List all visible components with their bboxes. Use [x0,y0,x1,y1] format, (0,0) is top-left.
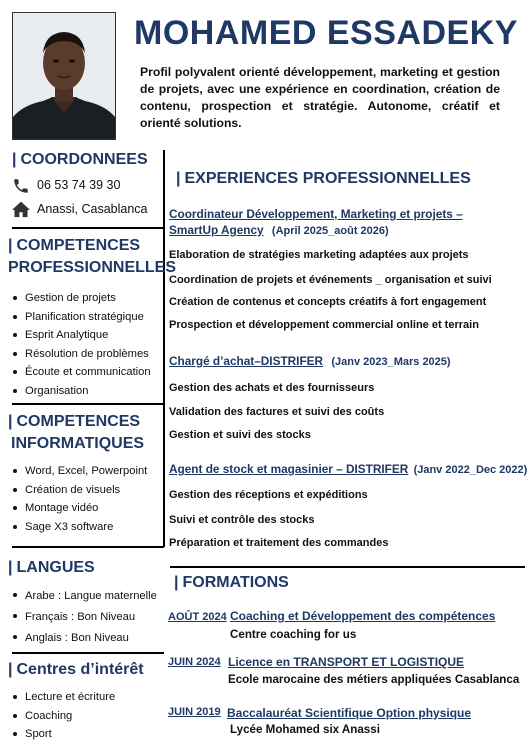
job-task: Suivi et contrôle des stocks [169,514,315,526]
list-item: Écoute et communication [12,363,151,382]
education-date: AOÛT 2024 [168,611,227,623]
list-item: Montage vidéo [12,499,147,518]
job-task: Prospection et développement commercial online et terrain [169,319,479,331]
person-portrait-icon [13,13,115,139]
section-title-education: | FORMATIONS [174,574,289,591]
list-item: Organisation [12,382,151,401]
education-title: Baccalauréat Scientifique Option physique [227,706,472,720]
job-title: Coordinateur Développement, Marketing et projets – SmartUp Agency (April 2025_août 2026) [169,207,463,237]
job-task: Gestion et suivi des stocks [169,429,311,441]
education-title: Coaching et Développement des compétences [230,609,496,623]
column-divider [163,150,165,547]
list-item: Planification stratégique [12,308,151,327]
divider [12,403,164,405]
job-task: Validation des factures et suivi des coûts [169,406,385,418]
list-item: Création de visuels [12,481,147,500]
job-title: Agent de stock et magasinier – DISTRIFER (Janv 2022_Dec 2022) [169,462,528,476]
job-task: Préparation et traitement des commandes [169,537,389,549]
section-title-it-skills: | COMPETENCES INFORMATIQUES [8,413,145,452]
list-item: Lecture et écriture [12,688,115,707]
job-task: Gestion des réceptions et expéditions [169,489,368,501]
skills-list [12,289,151,400]
list-item: Esprit Analytique [12,326,151,345]
list-item: Word, Excel, Powerpoint [12,462,147,481]
list-item: Gestion de projets [12,289,151,308]
list-item: Français : Bon Niveau [12,607,157,628]
divider [12,652,164,654]
divider [12,227,164,229]
job-title: Chargé d’achat–DISTRIFER (Janv 2023_Mars 2025) [169,354,451,368]
job-task: Coordination de projets et événements _ organisation et suivi [169,274,492,286]
education-date: JUIN 2024 [168,656,221,668]
divider [170,566,525,568]
list-item: Coaching [12,707,115,726]
phone-icon [12,177,30,200]
education-title: Licence en TRANSPORT ET LOGISTIQUE [228,655,465,669]
address: Anassi, Casablanca [37,202,148,216]
profile-photo [12,12,116,140]
home-icon [11,200,31,223]
job-task: Gestion des achats et des fournisseurs [169,382,375,394]
list-item: Anglais : Bon Niveau [12,628,157,649]
languages-list [12,586,157,649]
list-item: Résolution de problèmes [12,345,151,364]
job-task: Elaboration de stratégies marketing adaptées aux projets [169,249,469,261]
list-item: Sport [12,725,115,744]
list-item: Arabe : Langue maternelle [12,586,157,607]
profile-summary: Profil polyvalent orienté développement, marketing et gestion de projets, avec une expérience en coordination, création de contenu, prospection et stratégie. Autonome, créatif et orienté solutions. [140,65,500,130]
section-title-skills: | COMPETENCES PROFESSIONNELLES [8,237,177,276]
section-title-experience: | EXPERIENCES PROFESSIONNELLES [176,170,471,187]
education-school: Ecole marocaine des métiers appliquées Casablanca [228,673,520,686]
job-task: Création de contenus et concepts créatifs à fort engagement [169,296,487,308]
section-title-contact: | COORDONNEES [12,151,148,168]
it-skills-list [12,462,147,536]
section-title-languages: | LANGUES [8,559,95,576]
education-school: Centre coaching for us [230,628,357,641]
list-item: Sage X3 software [12,518,147,537]
divider [12,546,164,548]
interests-list [12,688,115,744]
phone-number: 06 53 74 39 30 [37,178,121,192]
person-name: MOHAMED ESSADEKY [134,14,518,52]
education-date: JUIN 2019 [168,706,221,718]
education-school: Lycée Mohamed six Anassi [230,723,380,736]
section-title-interests: | Centres d’intérêt [8,661,144,678]
